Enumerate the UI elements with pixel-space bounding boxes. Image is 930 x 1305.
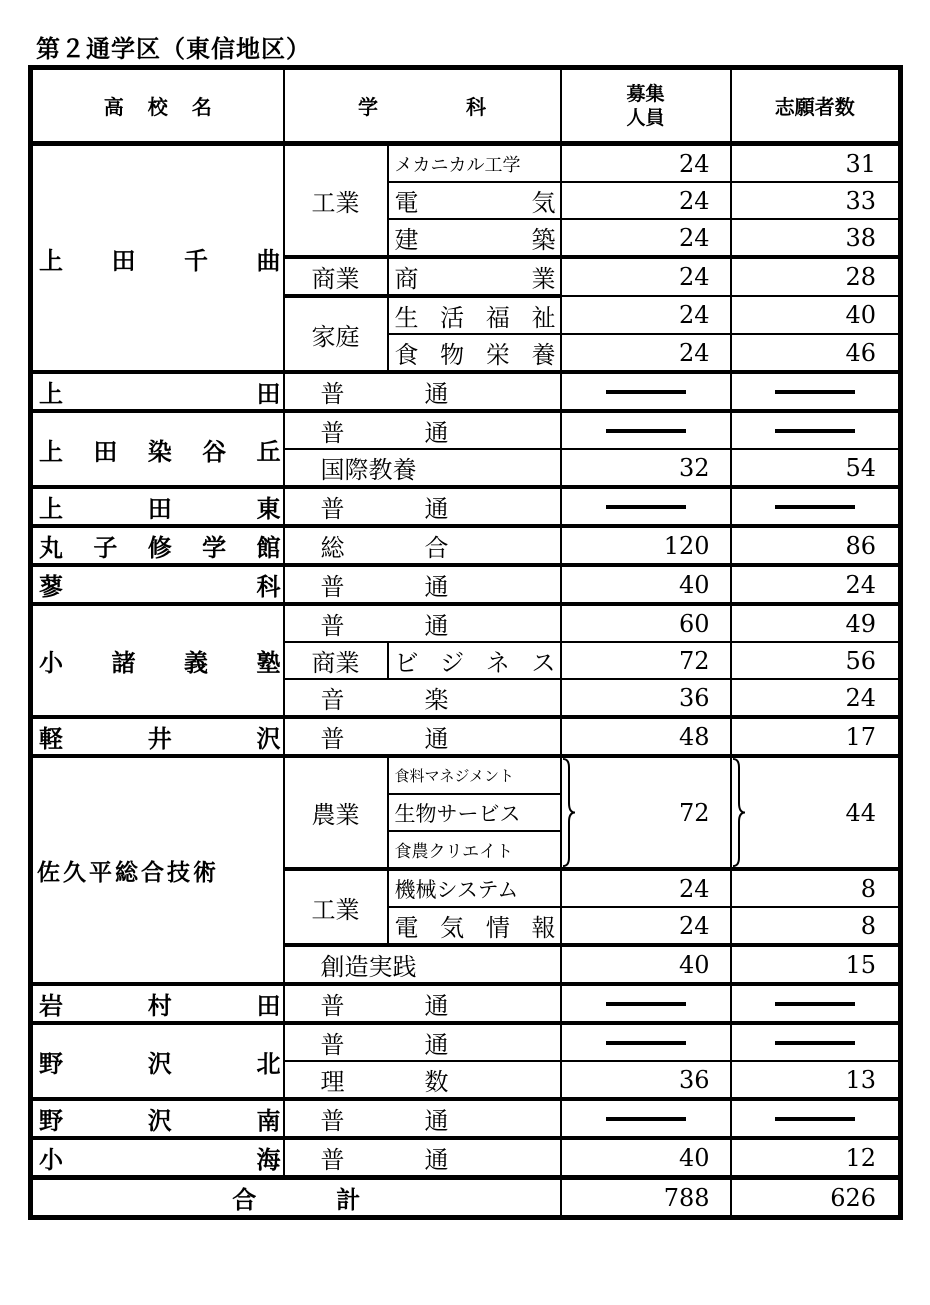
school-name-saku-heisei: 佐久平総合技術 <box>31 756 284 984</box>
dash-mark <box>775 505 855 509</box>
header-school-name: 高校名 <box>31 68 284 144</box>
applicants: 8 <box>731 869 901 907</box>
table-row <box>31 717 901 756</box>
header-subject: 学 科 <box>284 68 561 144</box>
school-name-karuizawa: 軽 井 沢 <box>31 717 284 756</box>
dash-mark <box>606 429 686 433</box>
category-shogyo: 商業 <box>284 257 388 296</box>
subject: メカニカル工学 <box>388 144 561 183</box>
admissions-table <box>28 65 903 1220</box>
applicants: 33 <box>731 182 901 219</box>
capacity: 32 <box>561 449 731 487</box>
capacity: 120 <box>561 526 731 565</box>
school-name-komoro-gijuku: 小 諸 義 塾 <box>31 604 284 717</box>
capacity: 24 <box>561 182 731 219</box>
school-name-nozawa-minami: 野 沢 南 <box>31 1099 284 1138</box>
subject: 普 通 <box>284 717 561 756</box>
applicants: 15 <box>731 945 901 984</box>
table-row <box>31 526 901 565</box>
school-name-tateshina: 蓼 科 <box>31 565 284 604</box>
subject: 生 活 福 祉 <box>388 296 561 334</box>
subject: 普 通 <box>284 487 561 526</box>
dash-mark <box>606 1117 686 1121</box>
capacity <box>561 411 731 449</box>
capacity: 24 <box>561 257 731 296</box>
applicants <box>731 372 901 411</box>
dash-mark <box>775 1041 855 1045</box>
table-row <box>31 756 901 794</box>
capacity: 24 <box>561 907 731 945</box>
capacity: 72 <box>561 642 731 679</box>
school-name-ueda: 上 田 <box>31 372 284 411</box>
brace-icon <box>732 758 746 867</box>
subject: 食農クリエイト <box>388 831 561 869</box>
table-row <box>31 144 901 183</box>
school-name-ueda-higashi: 上 田 東 <box>31 487 284 526</box>
subject: ビ ジ ネ ス <box>388 642 561 679</box>
subject: 電 気 情 報 <box>388 907 561 945</box>
header-applicants: 志願者数 <box>731 68 901 144</box>
capacity: 36 <box>561 679 731 717</box>
applicants: 40 <box>731 296 901 334</box>
subject: 総 合 <box>284 526 561 565</box>
subject: 食料マネジメント <box>388 756 561 794</box>
dash-mark <box>775 429 855 433</box>
school-name-nozawa-kita: 野 沢 北 <box>31 1023 284 1099</box>
capacity: 24 <box>561 334 731 372</box>
capacity: 48 <box>561 717 731 756</box>
applicants: 31 <box>731 144 901 183</box>
subject: 機械システム <box>388 869 561 907</box>
capacity <box>561 372 731 411</box>
school-name-maruko-shugakukan: 丸 子 修 学 館 <box>31 526 284 565</box>
header-capacity: 募集 人員 <box>561 68 731 144</box>
applicants <box>731 1023 901 1061</box>
subject: 普 通 <box>284 984 561 1023</box>
capacity <box>561 1023 731 1061</box>
capacity: 24 <box>561 296 731 334</box>
capacity: 40 <box>561 1138 731 1178</box>
applicants <box>731 487 901 526</box>
school-name-ueda-someyagaoka: 上 田 染 谷 丘 <box>31 411 284 487</box>
table-row <box>31 411 901 449</box>
applicants: 54 <box>731 449 901 487</box>
dash-mark <box>606 390 686 394</box>
table-row <box>31 565 901 604</box>
applicants: 46 <box>731 334 901 372</box>
school-name-iwamurada: 岩 村 田 <box>31 984 284 1023</box>
subject: 商 業 <box>388 257 561 296</box>
subject: 普 通 <box>284 1138 561 1178</box>
applicants: 49 <box>731 604 901 642</box>
subject: 普 通 <box>284 372 561 411</box>
capacity: 24 <box>561 144 731 183</box>
school-name-ueda-chikuma: 上 田 千 曲 <box>31 144 284 373</box>
capacity: 36 <box>561 1061 731 1099</box>
dash-mark <box>606 1002 686 1006</box>
table-row <box>31 1138 901 1178</box>
applicants <box>731 411 901 449</box>
table-row <box>31 1023 901 1061</box>
category-kogyo: 工業 <box>284 869 388 945</box>
table-row <box>31 604 901 642</box>
capacity <box>561 984 731 1023</box>
capacity: 60 <box>561 604 731 642</box>
subject: 生物サービス <box>388 794 561 831</box>
total-capacity: 788 <box>561 1178 731 1218</box>
school-name-koumi: 小 海 <box>31 1138 284 1178</box>
capacity: 40 <box>561 945 731 984</box>
dash-mark <box>775 1117 855 1121</box>
category-nogyo: 農業 <box>284 756 388 869</box>
table-row <box>31 1099 901 1138</box>
applicants <box>731 1099 901 1138</box>
subject: 創造実践 <box>284 945 561 984</box>
capacity <box>561 487 731 526</box>
subject: 理 数 <box>284 1061 561 1099</box>
dash-mark <box>606 1041 686 1045</box>
applicants: 17 <box>731 717 901 756</box>
category-shogyo: 商業 <box>284 642 388 679</box>
capacity <box>561 1099 731 1138</box>
dash-mark <box>775 1002 855 1006</box>
dash-mark <box>775 390 855 394</box>
capacity: 40 <box>561 565 731 604</box>
applicants: 8 <box>731 907 901 945</box>
subject: 電 気 <box>388 182 561 219</box>
subject: 普 通 <box>284 1099 561 1138</box>
capacity: 72 <box>561 756 731 869</box>
category-katei: 家庭 <box>284 296 388 372</box>
capacity: 24 <box>561 869 731 907</box>
capacity: 24 <box>561 219 731 257</box>
applicants: 56 <box>731 642 901 679</box>
applicants: 38 <box>731 219 901 257</box>
applicants: 28 <box>731 257 901 296</box>
subject: 建 築 <box>388 219 561 257</box>
table-row <box>31 984 901 1023</box>
subject: 普 通 <box>284 411 561 449</box>
dash-mark <box>606 505 686 509</box>
applicants: 44 <box>731 756 901 869</box>
subject: 普 通 <box>284 565 561 604</box>
subject: 普 通 <box>284 604 561 642</box>
category-kogyo: 工業 <box>284 144 388 258</box>
subject: 国際教養 <box>284 449 561 487</box>
total-row <box>31 1178 901 1218</box>
table-header-row <box>31 68 901 144</box>
table-row <box>31 372 901 411</box>
table-row <box>31 487 901 526</box>
total-applicants: 626 <box>731 1178 901 1218</box>
applicants <box>731 984 901 1023</box>
applicants: 86 <box>731 526 901 565</box>
total-label: 合 計 <box>31 1178 561 1218</box>
subject: 食 物 栄 養 <box>388 334 561 372</box>
page-title: 第２通学区（東信地区） <box>36 35 311 63</box>
subject: 普 通 <box>284 1023 561 1061</box>
applicants: 24 <box>731 565 901 604</box>
subject: 音 楽 <box>284 679 561 717</box>
applicants: 13 <box>731 1061 901 1099</box>
brace-icon <box>562 758 576 867</box>
applicants: 24 <box>731 679 901 717</box>
applicants: 12 <box>731 1138 901 1178</box>
